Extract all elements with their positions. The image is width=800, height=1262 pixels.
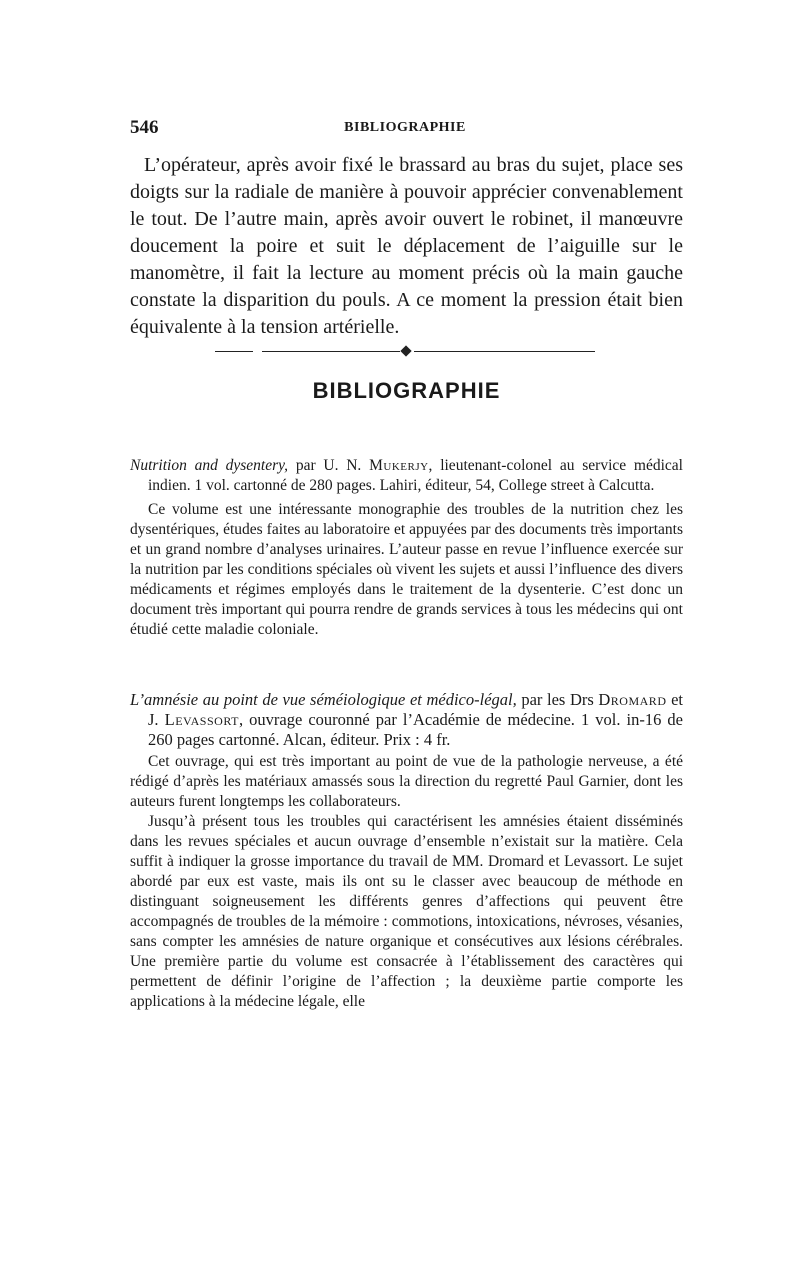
entry-author: Dromard: [598, 690, 667, 709]
review-paragraph: Ce volume est une intéressante monographie des troubles de la nutrition chez les dysentériques, études faites au laboratoire et appuyées par des documents très importants et un grand nombre d’analyses urinaires. L’auteur passe en revue l’influence exercée sur la nutrition par les conditions spéciales où vivent les sujets et aussi l’influence des divers médicaments et régimes employés dans le traitement de la dysenterie. C’est donc un document très important qui pourra rendre de grands services à tous les médecins qui ont étudié cette maladie coloniale.: [130, 501, 683, 638]
entry-title: Nutrition and dysentery,: [130, 457, 289, 474]
entry-details: , ouvrage couronné par l’Académie de médecine. 1 vol. in-16 de 260 pages cartonné. Alcan, éditeur. Prix : 4 fr.: [148, 710, 683, 749]
bibliography-entry: [130, 690, 683, 1012]
entry-review: [130, 500, 683, 640]
review-paragraph: Cet ouvrage, qui est très important au point de vue de la pathologie nerveuse, a été rédigé d’après les matériaux amassés sous la direction du regretté Paul Garnier, dont les auteurs furent longtemps les collaborateurs.: [130, 753, 683, 810]
entry-author-prefix: par U. N.: [288, 457, 370, 474]
entry-author-join: et J.: [148, 690, 683, 729]
section-heading: BIBLIOGRAPHIE: [312, 378, 501, 403]
entry-author: Mukerjy: [369, 457, 429, 474]
bibliography-entry: [130, 456, 683, 640]
entry-review: [130, 752, 683, 1012]
intro-text: L’opérateur, après avoir fixé le brassard au bras du sujet, place ses doigts sur la radiale de manière à pouvoir apprécier convenablement le tout. De l’autre main, après avoir ouvert le robinet, il manœuvre doucement la poire et suit le déplacement de l’aiguille sur le manomètre, il fait la lecture au moment précis où la main gauche constate la disparition du pouls. A ce moment la pression était bien équivalente à la tension artérielle.: [130, 154, 683, 338]
running-head: [130, 117, 680, 139]
entry-author-prefix: par les Drs: [516, 690, 599, 709]
ornamental-divider: [200, 345, 595, 359]
diamond-ornament-icon: [400, 345, 411, 356]
page-number: 546: [130, 117, 159, 138]
intro-paragraph: [130, 152, 683, 341]
entry-citation: [130, 456, 683, 496]
entry-citation: [130, 690, 683, 750]
running-title: BIBLIOGRAPHIE: [344, 120, 466, 135]
entry-title: L’amnésie au point de vue séméiologique et médico-légal,: [130, 690, 517, 709]
entry-author-2: Levassort: [164, 710, 239, 729]
review-paragraph: Jusqu’à présent tous les troubles qui caractérisent les amnésies étaient disséminés dans les revues spéciales et aucun ouvrage d’ensemble n’existait sur la matière. Cela suffit à indiquer la grosse importance du travail de MM. Dromard et Levassort. Le sujet abordé par eux est vaste, mais ils ont su le classer avec beaucoup de méthode en distinguant soigneusement les différents genres d’affections qui peuvent être accompagnés de troubles de la mémoire : commotions, intoxications, névroses, vésanies, sans compter les amnésies de nature organique et consécutives aux lésions cérébrales. Une première partie du volume est consacrée à l’établissement des caractères qui permettent de définir l’origine de l’affection ; la deuxième partie comporte les applications à la médecine légale, elle: [130, 813, 683, 1010]
entry-details: , lieutenant-colonel au service médical indien. 1 vol. cartonné de 280 pages. Lahiri, éditeur, 54, College street à Calcutta.: [148, 457, 683, 494]
